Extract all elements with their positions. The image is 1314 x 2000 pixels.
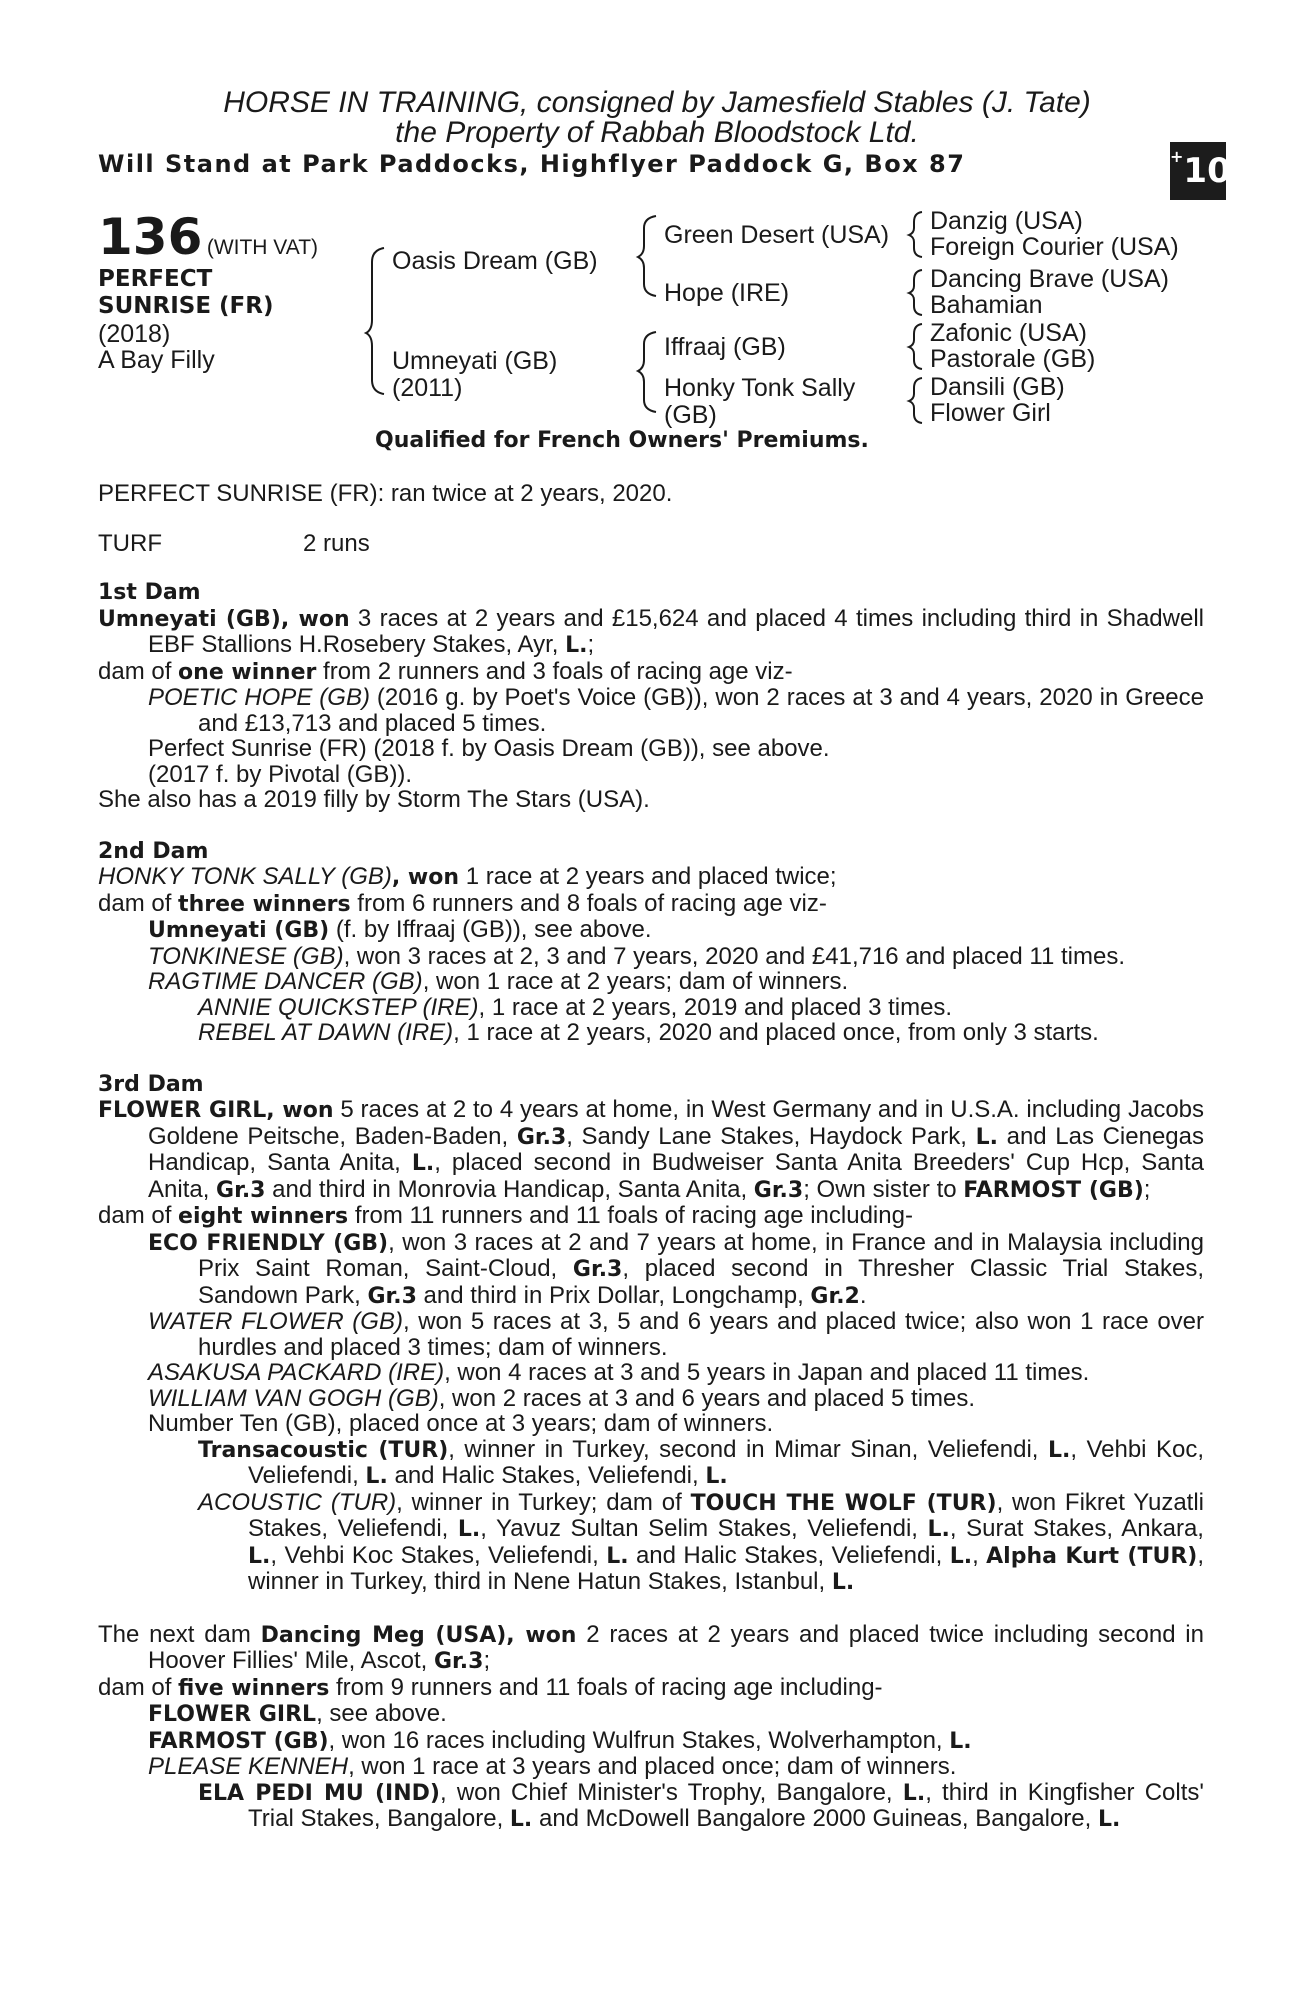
produce-name: RAGTIME DANCER (GB) [148, 968, 423, 995]
won-label: , won [280, 606, 350, 632]
punct: . [859, 1281, 867, 1309]
next-dam-name: Dancing Meg (USA) [260, 1622, 507, 1648]
produce-name: ANNIE QUICKSTEP (IRE) [198, 993, 479, 1021]
horse-name-line2: SUNRISE (FR) [98, 293, 274, 319]
produce-name: TOUCH THE WOLF (TUR) [690, 1490, 997, 1516]
produce-name: ASAKUSA PACKARD (IRE) [148, 1359, 445, 1386]
text: ; Own sister to [803, 1175, 964, 1203]
first-dam-produce [98, 659, 1204, 686]
group-label: Gr.3 [216, 1177, 266, 1203]
produce-note: She also has a 2019 filly by Storm The Stars (USA). [98, 786, 650, 813]
text: , Surat Stakes, Ankara, [949, 1515, 1204, 1542]
listed-label: L. [705, 1464, 728, 1489]
third-dam-record [98, 1097, 1204, 1203]
won-label: , won [266, 1098, 334, 1123]
third-dam-produce [98, 1203, 1204, 1230]
listed-label: L. [902, 1780, 926, 1806]
produce-text: , won 3 races at 2, 3 and 7 years, 2020 and £41,716 and placed 11 times. [343, 942, 1126, 970]
grand-produce-entry [98, 1490, 1204, 1596]
record-text: 3 races at 2 years and £15,624 and placed 4 times including third in Shadwell EBF Stallions H.Rosebery Stakes, Ayr, [148, 604, 1205, 658]
dam-dam-dam: Flower Girl [930, 399, 1051, 427]
text: , won Chief Minister's Trophy, Bangalore, [439, 1778, 903, 1806]
sire-dam: Hope (IRE) [664, 279, 790, 307]
produce-text: , won 4 races at 3 and 5 years in Japan and placed 11 times. [444, 1359, 1090, 1386]
dam-year: (2011) [392, 374, 463, 402]
winner-count: five winners [178, 1675, 330, 1701]
third-dam-title: 3rd Dam [98, 1071, 204, 1097]
produce-entry [98, 1360, 1204, 1386]
dam: Umneyati (GB) [392, 347, 558, 375]
produce-entry [98, 917, 1204, 944]
produce-text: , 1 race at 2 years, 2019 and placed 3 times. [478, 993, 953, 1021]
listed-label: L. [831, 1570, 855, 1595]
produce-entry: (2017 f. by Pivotal (GB)). [148, 760, 413, 788]
pedigree-brackets [0, 0, 1314, 450]
text: from 2 runners and 3 foals of racing age viz- [316, 657, 793, 685]
grand-produce-entry [98, 1780, 1204, 1833]
badge-plus: + [1170, 147, 1184, 166]
sibling-name: FARMOST (GB) [963, 1177, 1144, 1203]
text: from 11 runners and 11 foals of racing age including- [348, 1202, 913, 1229]
produce-name: Transacoustic (TUR) [198, 1437, 449, 1463]
text: and McDowell Bangalore 2000 Guineas, Bangalore, [532, 1805, 1098, 1832]
produce-text: (2016 g. by Poet's Voice (GB)), won 2 races at 3 and 4 years, 2020 in Greece and £13,713 and placed 5 times. [198, 684, 1205, 737]
sire-sire: Green Desert (USA) [664, 221, 890, 249]
text: dam of [98, 889, 179, 917]
horse-name-line1: PERFECT [98, 266, 213, 292]
vat-note: (WITH VAT) [206, 236, 319, 259]
produce-text: , won 1 race at 2 years; dam of winners. [422, 968, 849, 995]
won-label: , won [506, 1622, 577, 1648]
produce-name: TONKINESE (GB) [148, 942, 344, 970]
produce-name: PLEASE KENNEH [148, 1753, 349, 1780]
punct: ; [483, 1647, 491, 1674]
produce-name: FLOWER GIRL [148, 1702, 317, 1727]
text: and Halic Stakes, Veliefendi, [628, 1541, 950, 1569]
produce-name: POETIC HOPE (GB) [148, 684, 370, 711]
produce-name: ACOUSTIC (TUR) [198, 1488, 397, 1516]
produce-entry [98, 685, 1204, 736]
group-label: Gr.2 [810, 1283, 860, 1309]
listed-label: L. [949, 1728, 972, 1754]
badge-number: 10 [1183, 151, 1231, 191]
group-label: Gr.3 [367, 1283, 417, 1309]
text: , winner in Turkey; dam of [396, 1488, 691, 1516]
listed-label: L. [1047, 1437, 1071, 1463]
punct: ; [1143, 1175, 1151, 1203]
sire-dam-sire: Dancing Brave (USA) [930, 265, 1169, 293]
produce-name: WILLIAM VAN GOGH (GB) [148, 1384, 439, 1412]
text: from 6 runners and 8 foals of racing age viz- [350, 889, 827, 917]
listed-label: L. [606, 1543, 629, 1569]
first-dam-title: 1st Dam [98, 580, 201, 605]
stand-location: Will Stand at Park Paddocks, Highflyer Paddock G, Box 87 [98, 150, 966, 178]
text: , Sandy Lane Stakes, Haydock Park, [566, 1122, 976, 1150]
group-label: Gr.3 [516, 1124, 567, 1150]
punct: , [972, 1541, 987, 1569]
text: 2 races at 2 years and placed twice including second in Hoover Fillies' Mile, Ascot, [148, 1620, 1204, 1674]
produce-name: ECO FRIENDLY (GB) [148, 1230, 389, 1256]
produce-text: , won 1 race at 3 years and placed once; dam of winners. [348, 1753, 957, 1780]
text: , won Fikret Yuzatli Stakes, Veliefendi, [248, 1488, 1205, 1542]
first-dam-name: Umneyati (GB) [98, 606, 281, 632]
record-text: 1 race at 2 years and placed twice; [459, 863, 837, 890]
surface-runs: 2 runs [303, 530, 370, 557]
listed-label: L. [365, 1464, 388, 1489]
text: and third in Prix Dollar, Longchamp, [416, 1281, 811, 1309]
winner-count: eight winners [178, 1204, 349, 1229]
text: , Vehbi Koc, Veliefendi, [248, 1435, 1205, 1489]
surface-label: TURF [98, 530, 162, 557]
listed-label: L. [975, 1124, 998, 1150]
text: , third in Kingfisher Colts' Trial Stakes, Bangalore, [248, 1778, 1204, 1832]
text: dam of [98, 1202, 179, 1229]
text: , winner in Turkey, second in Mimar Sinan, Veliefendi, [448, 1435, 1048, 1463]
listed-label: L. [509, 1807, 533, 1832]
text: , won 3 races at 2 and 7 years at home, in France and in Malaysia including Prix Saint Roman, Saint-Cloud, [198, 1228, 1204, 1282]
grand-produce-entry [98, 995, 1204, 1021]
horse-description: A Bay Filly [98, 346, 215, 374]
text: , winner in Turkey, third in Nene Hatun Stakes, Istanbul, [248, 1541, 1204, 1595]
produce-text: , won 2 races at 3 and 6 years and placed 5 times. [438, 1384, 976, 1412]
foaling-year: (2018) [98, 320, 171, 348]
won-label: , won [391, 865, 460, 890]
winner-count: one winner [178, 659, 317, 685]
produce-name: Umneyati (GB) [148, 918, 330, 943]
text: and Las Cienegas Handicap, Santa Anita, [148, 1122, 1205, 1176]
produce-text: , won 16 races including Wulfrun Stakes, Wolverhampton, [328, 1726, 950, 1754]
premiums-note: Qualified for French Owners' Premiums. [375, 428, 869, 453]
text: 5 races at 2 to 4 years at home, in West Germany and in U.S.A. including Jacobs Goldene Peitsche, Baden-Baden, [148, 1096, 1205, 1150]
third-dam-name: FLOWER GIRL [98, 1098, 267, 1123]
text: and third in Monrovia Handicap, Santa Anita, [265, 1175, 754, 1203]
group-label: Gr.3 [434, 1649, 484, 1674]
lot-number: 136 [98, 208, 203, 266]
dam-sire-sire: Zafonic (USA) [930, 319, 1087, 347]
group-label: Gr.3 [753, 1177, 804, 1203]
produce-name: ELA PEDI MU (IND) [198, 1780, 440, 1806]
second-dam-name: HONKY TONK SALLY (GB) [98, 863, 392, 890]
grand-produce-entry [98, 1020, 1204, 1046]
dam-dam: Honky Tonk Sally [664, 374, 856, 402]
first-dam-record [98, 606, 1204, 659]
produce-entry [98, 1309, 1204, 1360]
listed-label: L. [1097, 1807, 1121, 1832]
text: dam of [98, 657, 179, 685]
text: dam of [98, 1673, 179, 1701]
next-dam-record [98, 1622, 1204, 1675]
winner-count: three winners [178, 891, 351, 917]
dam-line-section [98, 580, 1204, 1833]
produce-entry [98, 1728, 1204, 1755]
dam-sire-dam: Pastorale (GB) [930, 345, 1096, 373]
race-summary: PERFECT SUNRISE (FR): ran twice at 2 years, 2020. [98, 480, 673, 507]
next-dam-produce [98, 1675, 1204, 1702]
second-dam-title: 2nd Dam [98, 838, 209, 864]
dam-sire: Iffraaj (GB) [664, 333, 786, 361]
produce-name: Alpha Kurt (TUR) [986, 1543, 1198, 1569]
listed-label: L. [949, 1543, 973, 1569]
sire-sire-sire: Danzig (USA) [930, 207, 1083, 235]
listed-label: L. [411, 1151, 435, 1176]
consignment-line: HORSE IN TRAINING, consigned by Jamesfield Stables (J. Tate) [223, 86, 1091, 119]
text: from 9 runners and 11 foals of racing age including- [329, 1673, 883, 1701]
produce-entry [98, 969, 1204, 995]
listed-label: L. [457, 1517, 481, 1542]
listed-label: L. [565, 633, 588, 658]
produce-text: (f. by Iffraaj (GB)), see above. [329, 916, 652, 943]
produce-entry: Number Ten (GB), placed once at 3 years; dam of winners. [148, 1410, 774, 1437]
produce-entry [98, 1386, 1204, 1412]
produce-entry: Perfect Sunrise (FR) (2018 f. by Oasis Dream (GB)), see above. [148, 735, 830, 762]
text: , placed second in Budweiser Santa Anita Breeders' Cup Hcp, Santa Anita, [148, 1149, 1204, 1203]
dam-dam-sire: Dansili (GB) [930, 373, 1065, 401]
dam-dam-suffix: (GB) [664, 401, 717, 429]
text: and Halic Stakes, Veliefendi, [387, 1462, 706, 1489]
group-label: Gr.3 [572, 1257, 623, 1282]
listed-label: L. [927, 1517, 950, 1542]
listed-label: L. [248, 1543, 271, 1569]
text: , placed second in Thresher Classic Trial Stakes, Sandown Park, [198, 1255, 1204, 1309]
produce-entry [98, 1754, 1204, 1780]
produce-text: , 1 race at 2 years, 2020 and placed once, from only 3 starts. [453, 1019, 1099, 1046]
text: , Vehbi Koc Stakes, Veliefendi, [270, 1541, 607, 1569]
sire: Oasis Dream (GB) [392, 247, 598, 275]
punct: ; [587, 631, 595, 658]
produce-name: WATER FLOWER (GB) [148, 1308, 403, 1335]
produce-entry [98, 1230, 1204, 1310]
text: , Yavuz Sultan Selim Stakes, Veliefendi, [480, 1515, 928, 1542]
owner-line: the Property of Rabbah Bloodstock Ltd. [395, 116, 919, 149]
second-dam-produce [98, 891, 1204, 918]
produce-name: REBEL AT DAWN (IRE) [198, 1019, 454, 1046]
sire-sire-dam: Foreign Courier (USA) [930, 233, 1179, 261]
produce-entry [98, 1701, 1204, 1728]
grand-produce-entry [98, 1437, 1204, 1490]
produce-name: FARMOST (GB) [148, 1728, 329, 1754]
produce-entry [98, 944, 1204, 970]
second-dam-record [98, 864, 1204, 891]
sire-dam-dam: Bahamian [930, 291, 1043, 319]
produce-text: , won 5 races at 3, 5 and 6 years and placed twice; also won 1 race over hurdles and placed 3 times; dam of winners. [198, 1308, 1205, 1361]
text: The next dam [98, 1620, 261, 1648]
produce-text: , see above. [316, 1700, 447, 1727]
